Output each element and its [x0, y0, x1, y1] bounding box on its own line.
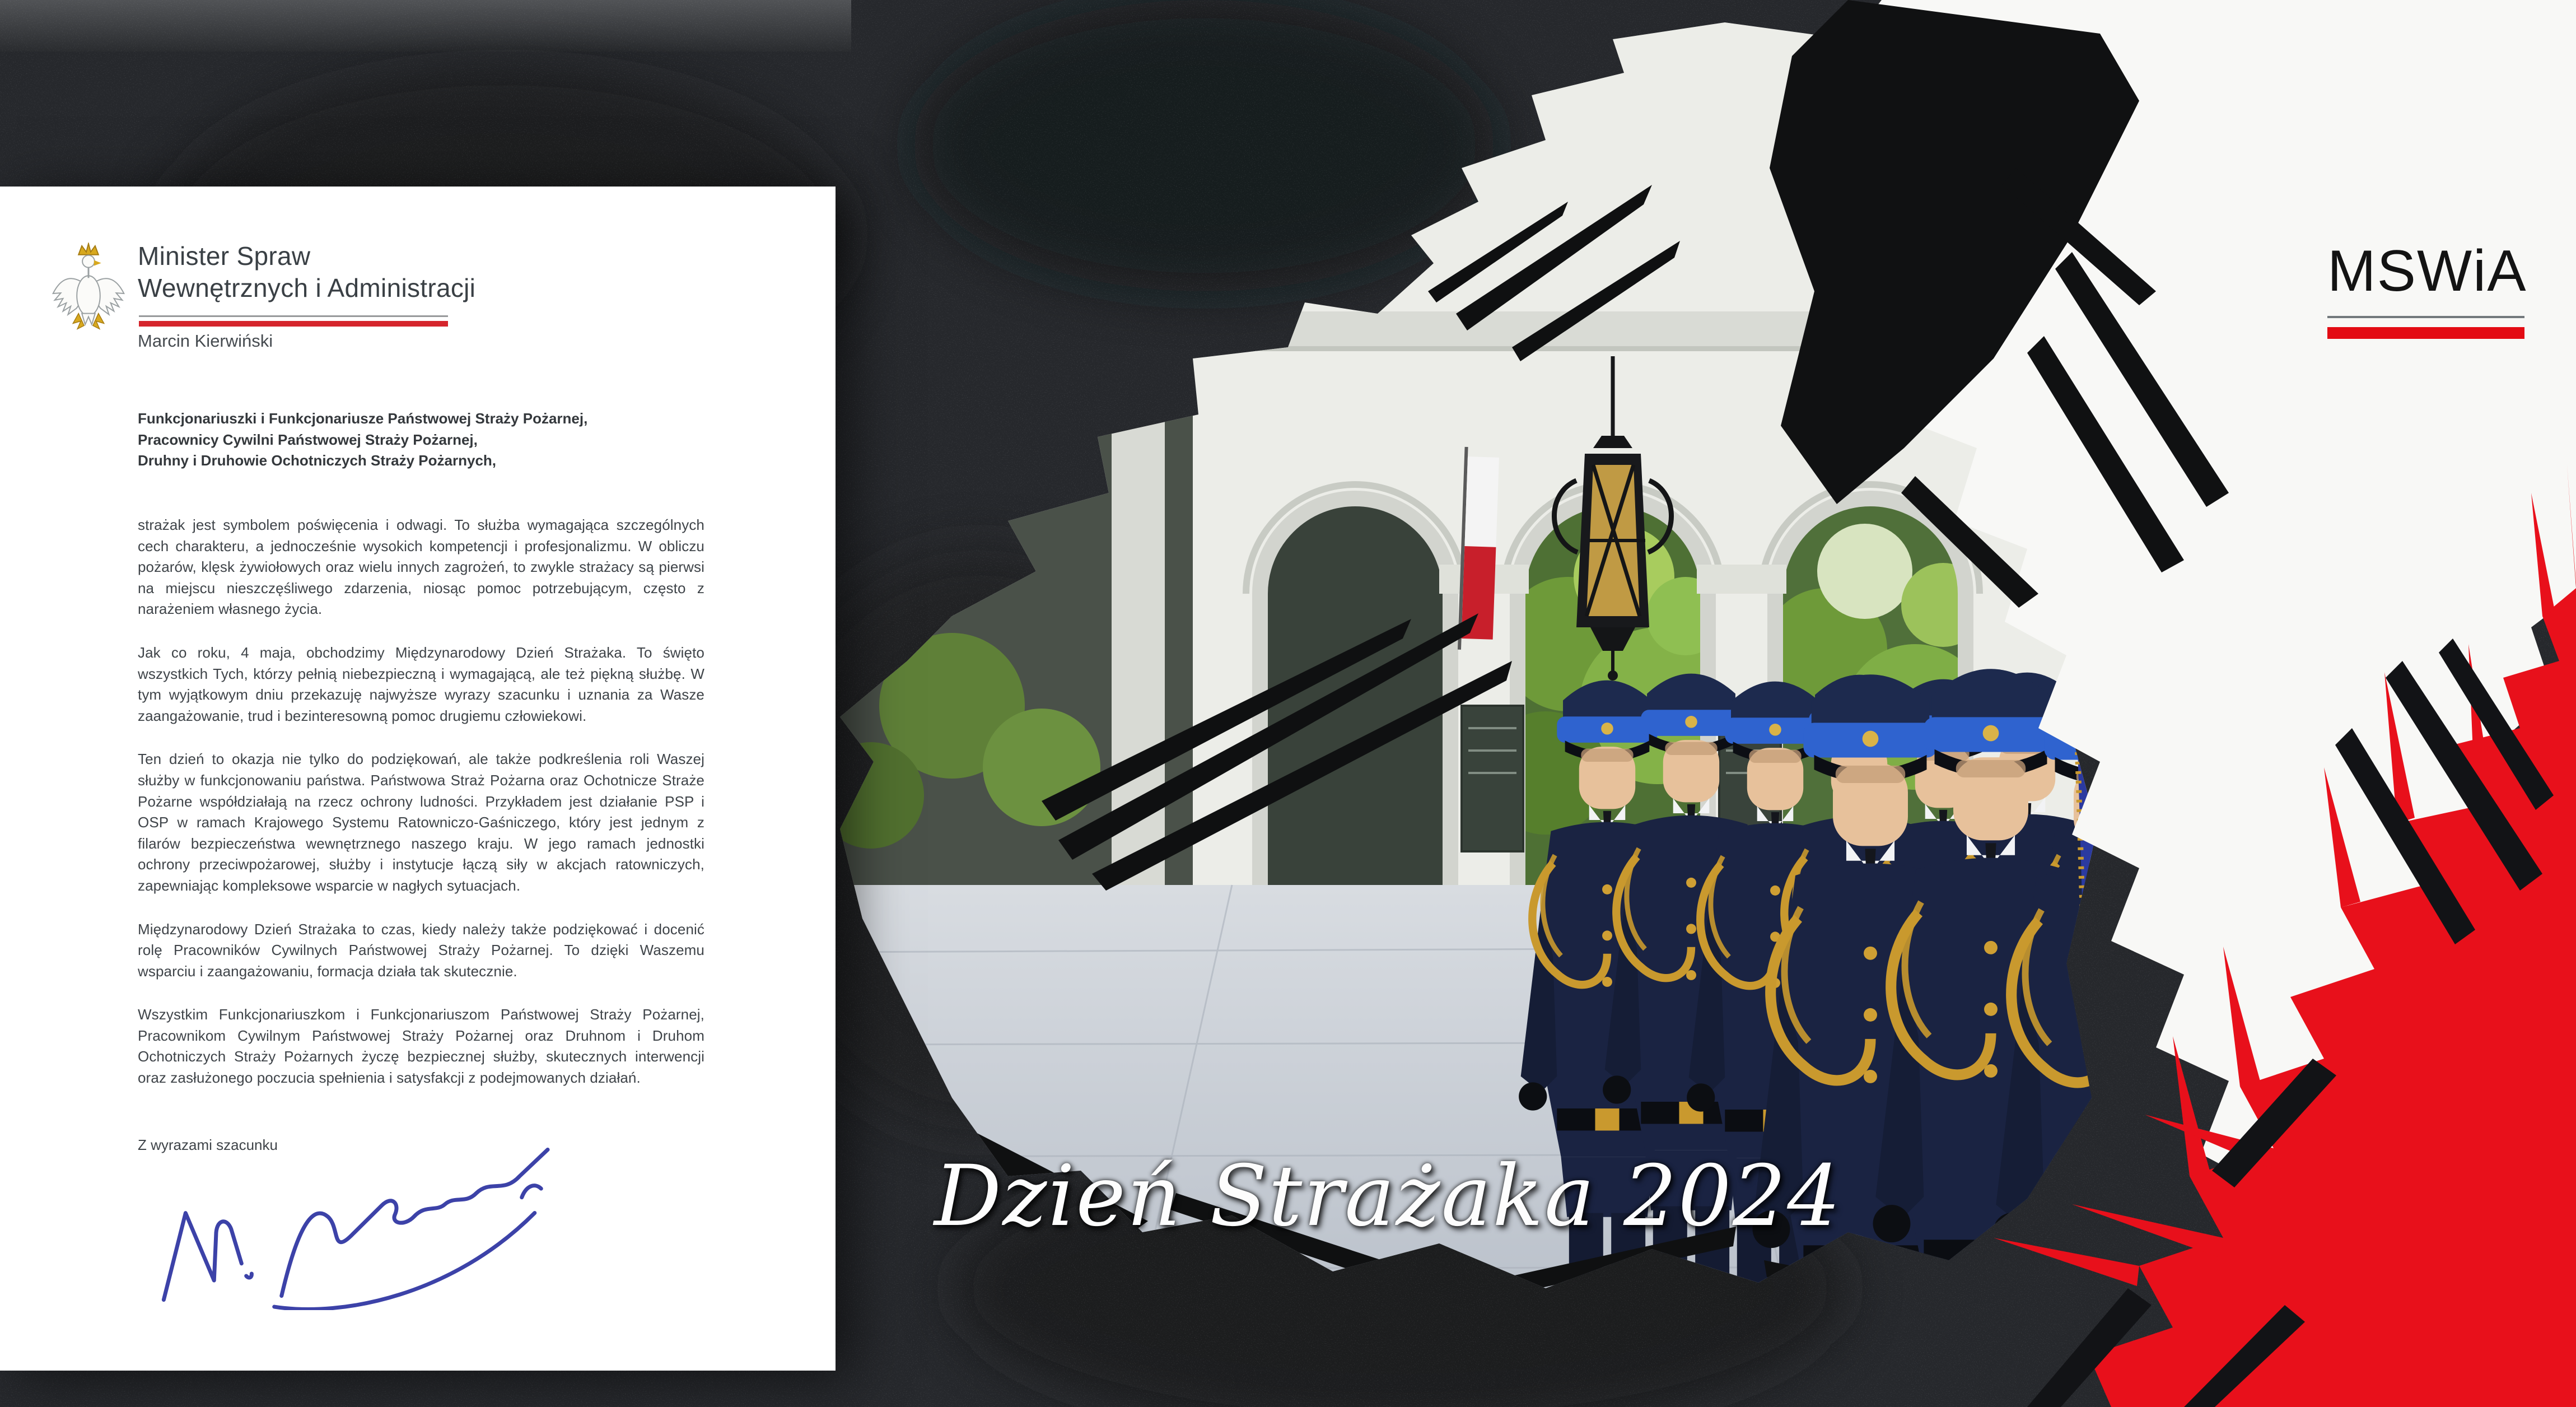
salutation-line: Pracownicy Cywilni Państwowej Straży Pożarnej, — [138, 431, 478, 448]
mswia-logo-gray-line — [2327, 316, 2524, 318]
ministry-title-line1: Minister Spraw — [138, 241, 311, 271]
salutation-line: Funkcjonariuszki i Funkcjonariusze Państwowej Straży Pożarnej, — [138, 410, 588, 427]
letter-body — [138, 515, 704, 1111]
ministry-title — [138, 240, 475, 304]
letterhead-rule — [139, 315, 448, 327]
mswia-logo-text: MSWiA — [2327, 239, 2527, 304]
mswia-logo-red-bar — [2327, 327, 2524, 339]
salutation — [138, 408, 715, 472]
letter-paragraph: Międzynarodowy Dzień Strażaka to czas, kiedy należy także podziękować i docenić rolę Pracowników Cywilnych Państwowej Straży Pożarnej. To dzięki Waszemu wsparciu i zaangażowaniu, formacja działa tak skutecznie. — [138, 920, 704, 980]
mswia-logo — [2327, 239, 2527, 339]
letter-sheet — [0, 187, 836, 1371]
ministry-title-line2: Wewnętrznych i Administracji — [138, 273, 476, 302]
letter-paragraph: Ten dzień to okazja nie tylko do podziękowań, ale także podkreślenia roli Waszej służby w funkcjonowaniu państwa. Państwowa Straż Pożarna oraz Ochotnicze Straże Pożarne współdziałają na rzecz ochrony ludności. Przykładem jest działanie PSP i OSP w ramach Krajowego Systemu Ratowniczo-Gaśniczego, który jest jednym z filarów bezpieczeństwa wewnętrznego naszego kraju. W jego ramach jednostki ochrony przeciwpożarowej, służby i instytucje łączą siły w akcjach ratowniczych, zapewniając kompleksowe wsparcie w nagłych sytuacjach. — [138, 751, 704, 894]
letter-paragraph: strażak jest symbolem poświęcenia i odwagi. To służba wymagająca szczególnych cech charakteru, a jednocześnie wysokich kompetencji i profesjonalizmu. W obliczu pożarów, klęsk żywiołowych oraz wielu innych zagrożeń, to zwykle strażacy są pierwsi na miejscu nieszczęśliwego zdarzenia, niosąc pomoc potrzebującym, często z narażeniem własnego życia. — [138, 516, 704, 618]
closing-line: Z wyrazami szacunku — [138, 1136, 278, 1153]
poster-title: Dzień Strażaka 2024 — [934, 1148, 1842, 1245]
polish-eagle-emblem-icon — [49, 243, 128, 342]
minister-name: Marcin Kierwiński — [138, 331, 273, 351]
salutation-line: Druhny i Druhowie Ochotniczych Straży Pożarnych, — [138, 452, 497, 469]
polish-flag — [1459, 447, 1500, 651]
letter-paragraph: Wszystkim Funkcjonariuszkom i Funkcjonariuszom Państwowej Straży Pożarnej, Pracownikom Cywilnym Państwowej Straży Pożarnej oraz Druhnom i Druhom Ochotniczych Straży Pożarnych życzę bezpiecznej służby, skutecznych interwencji oraz zasłużonego poczucia spełnienia i satysfakcji z podejmowanych działań. — [138, 1006, 704, 1087]
letter-paragraph: Jak co roku, 4 maja, obchodzimy Międzynarodowy Dzień Strażaka. To święto wszystkich Tych, którzy pełnią niebezpieczną i wymagającą, ale też piękną służbę. W tym wyjątkowym dniu przekazuję najwyższe wyrazy szacunku i uznania za Wasze zaangażowanie, trud i bezinteresowną pomoc drugiemu człowiekowi. — [138, 644, 704, 724]
signature-image — [132, 1148, 580, 1310]
